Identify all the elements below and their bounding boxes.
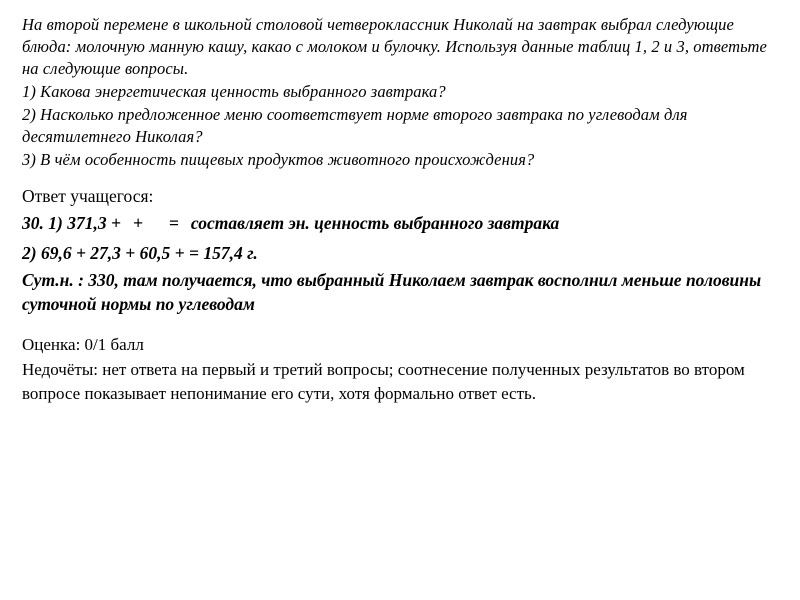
grading-block bbox=[22, 333, 778, 405]
task-question-2: 2) Насколько предложенное меню соответствует норме второго завтрака по углеводам для десятилетнего Николая? bbox=[22, 104, 688, 146]
answer-line-1-part-d: составляет эн. ценность выбранного завтрака bbox=[190, 213, 560, 234]
task-question-3: 3) В чём особенность пищевых продуктов животного происхождения? bbox=[22, 149, 535, 169]
answer-line-1-part-c: = bbox=[168, 213, 179, 234]
answer-line-2: 2) 69,6 + 27,3 + 60,5 + = 157,4 г. bbox=[22, 242, 258, 263]
answer-line-1 bbox=[22, 212, 778, 236]
task-intro: На второй перемене в школьной столовой четвероклассник Николай на завтрак выбрал следующие блюда: молочную манную кашу, какао с молоком и булочку. Используя данные таблиц 1, 2 и 3, ответьте на следующие вопросы. bbox=[22, 15, 767, 78]
task-statement bbox=[22, 14, 778, 171]
answer-line-1-part-b: + bbox=[132, 213, 143, 234]
answer-line-1-part-a: 30. 1) 371,3 + bbox=[22, 213, 121, 234]
task-question-1: 1) Какова энергетическая ценность выбранного завтрака? bbox=[22, 81, 446, 101]
grade-comment: Недочёты: нет ответа на первый и третий вопросы; соотнесение полученных результатов во втором вопросе показывает непонимание его сути, хотя формально ответ есть. bbox=[22, 360, 745, 403]
grade-score: Оценка: 0/1 балл bbox=[22, 335, 144, 355]
student-answer-block bbox=[22, 185, 778, 317]
answer-label: Ответ учащегося: bbox=[22, 185, 154, 206]
answer-line-3: Сут.н. : 330, там получается, что выбранный Николаем завтрак восполнил меньше половины суточной нормы по углеводам bbox=[22, 270, 762, 315]
